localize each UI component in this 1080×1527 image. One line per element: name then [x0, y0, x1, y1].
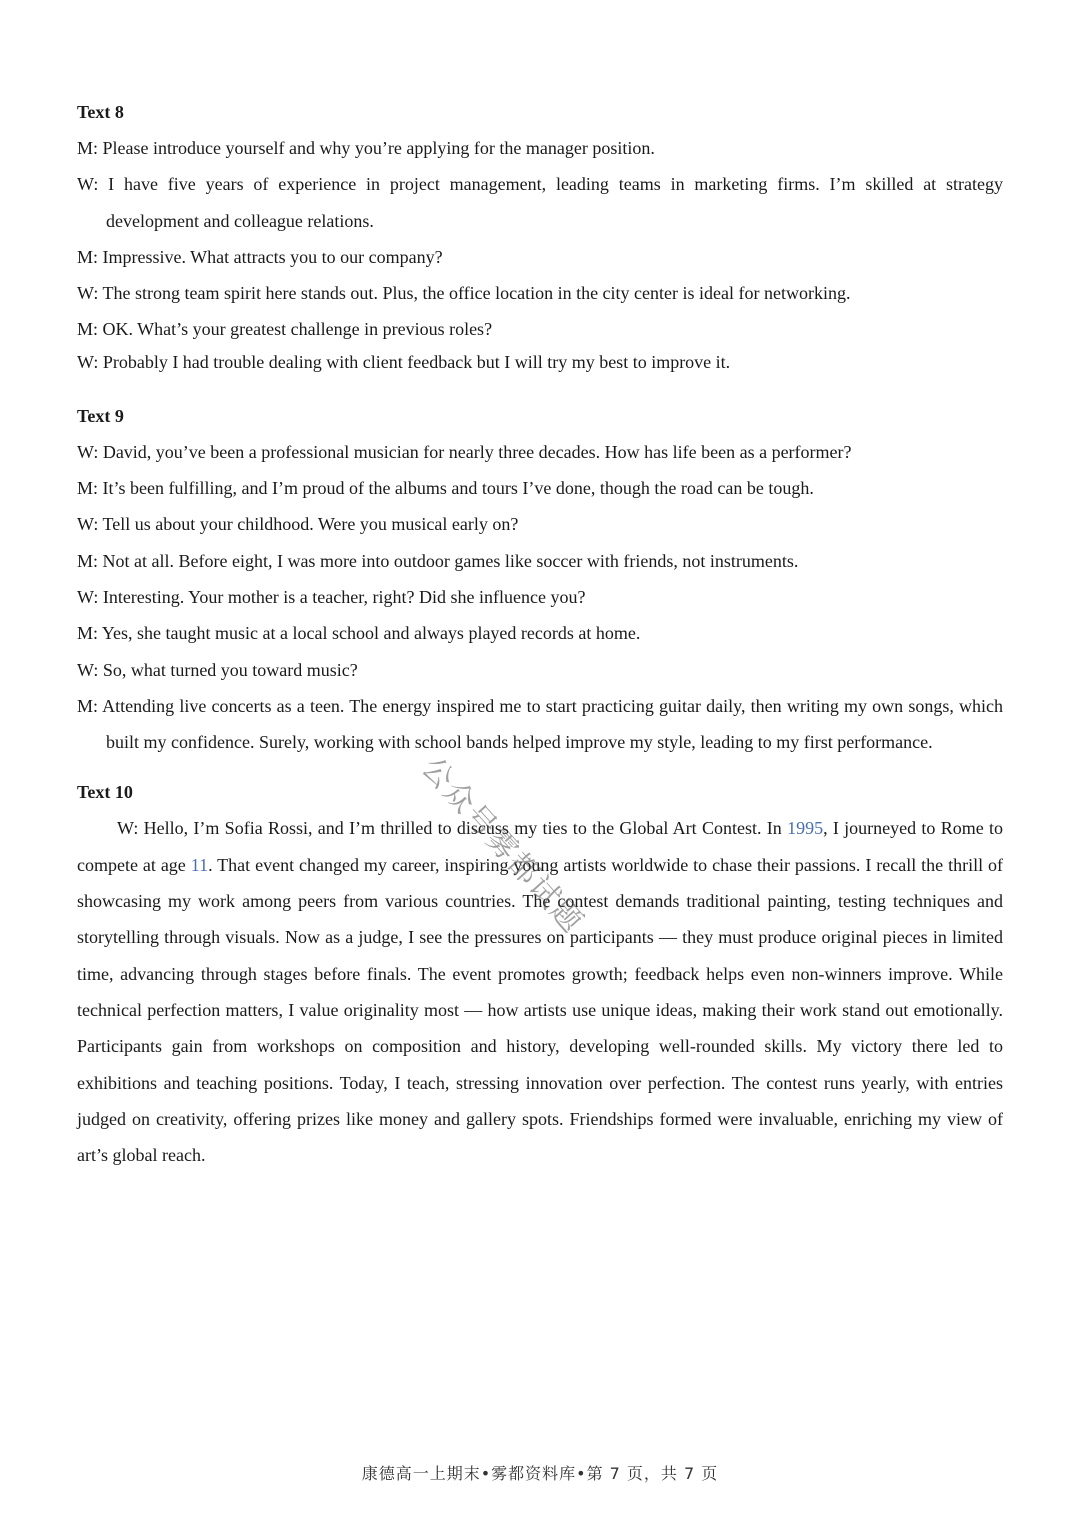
dialogue-line: W: Interesting. Your mother is a teacher, right? Did she influence you? [77, 586, 586, 607]
paragraph-text: W: Hello, I’m Sofia Rossi, and I’m thrilled to discuss my ties to the Global Art Contest. In [117, 818, 788, 839]
paragraph-text: . That event changed my career, inspiring young artists worldwide to chase their passions. I recall the thrill of showcasing my work among peers from various countries. The contest demands traditional painting, testing techniques and storytelling through visuals. Now as a judge, I see the pressures on participants — they must produce original pieces in limited time, advancing through stages before finals. The event promotes growth; feedback helps even non-winners improve. While technical perfection matters, I value originality most — how artists use unique ideas, making their work stand out emotionally. Participants gain from workshops on composition and history, developing well-rounded skills. My victory there led to exhibitions and teaching positions. Today, I teach, stressing innovation over perfection. The contest runs yearly, with entries judged on creativity, offering prizes like money and gallery spots. Friendships formed were invaluable, enriching my view of art’s global reach. [77, 854, 1003, 1166]
dialogue-line: M: OK. What’s your greatest challenge in previous roles? [77, 319, 493, 340]
section-title: Text 8 [77, 102, 124, 122]
dialogue-line: M: Please introduce yourself and why you’re applying for the manager position. [77, 138, 655, 158]
paragraph-text: , I journeyed to Rome to compete at age [77, 818, 1003, 875]
text10-section [77, 778, 1003, 1173]
dialogue-line: M: It’s been fulfilling, and I’m proud of the albums and tours I’ve done, though the road can be tough. [77, 478, 814, 499]
dialogue-line: W: So, what turned you toward music? [77, 659, 358, 680]
text9-section [77, 402, 1003, 761]
dialogue-line: M: Attending live concerts as a teen. The energy inspired me to start practicing guitar daily, then writing my own songs, which built my confidence. Surely, working with school bands helped improve my style, leading to my first performance. [77, 695, 1003, 753]
dialogue-line: M: Yes, she taught music at a local school and always played records at home. [77, 623, 641, 644]
dialogue-line: W: David, you’ve been a professional musician for nearly three decades. How has life been as a performer? [77, 441, 852, 462]
section-title: Text 9 [77, 405, 124, 426]
text8-section [77, 98, 1003, 376]
page-footer: 康德高一上期末•雾都资料库•第 7 页，共 7 页 [361, 1464, 719, 1483]
monologue-paragraph [77, 810, 1003, 1173]
dialogue-line: M: Not at all. Before eight, I was more into outdoor games like soccer with friends, not instruments. [77, 550, 799, 571]
dialogue-line: W: Tell us about your childhood. Were you musical early on? [77, 514, 519, 535]
watermark: 公众号雾都试题 [414, 750, 591, 941]
section-title: Text 10 [77, 782, 133, 803]
age-number: 11 [190, 854, 209, 875]
dialogue-line: W: Probably I had trouble dealing with client feedback but I will try my best to improve it. [77, 351, 731, 372]
dialogue-line: W: I have five years of experience in project management, leading teams in marketing firms. I’m skilled at strategy development and colleague relations. [77, 174, 1003, 231]
year-number: 1995 [787, 818, 824, 839]
page-content [77, 98, 1003, 1173]
dialogue-line: W: The strong team spirit here stands out. Plus, the office location in the city center is ideal for networking. [77, 283, 851, 304]
dialogue-line: M: Impressive. What attracts you to our company? [77, 246, 443, 267]
